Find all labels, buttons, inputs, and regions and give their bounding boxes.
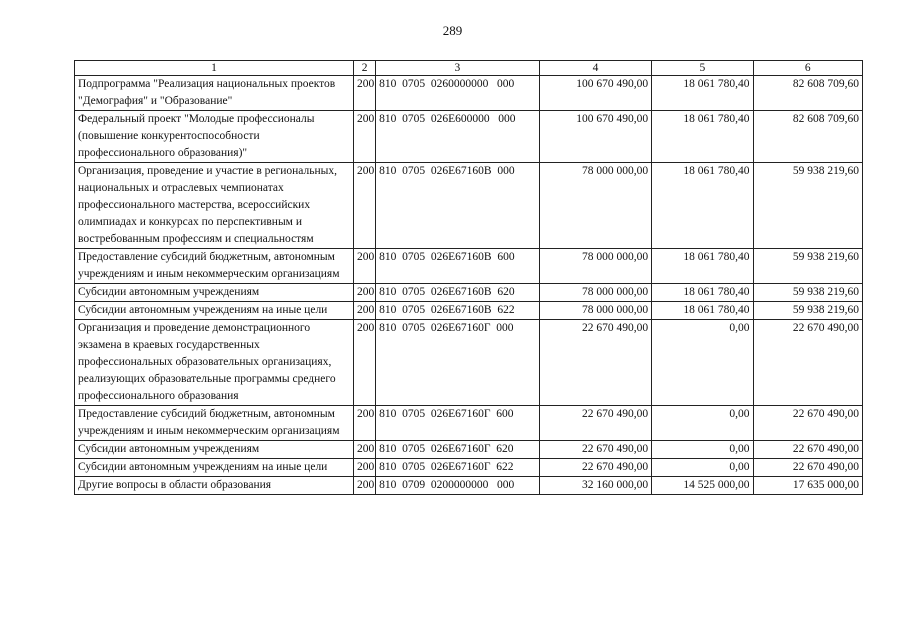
row-amount-col6: 22 670 490,00 [753, 459, 862, 477]
column-header: 5 [652, 61, 753, 76]
row-name: Другие вопросы в области образования [75, 477, 354, 495]
column-header: 4 [539, 61, 651, 76]
row-classification-code: 810 0705 026Е67160Г 620 [376, 441, 540, 459]
row-amount-col4: 78 000 000,00 [539, 302, 651, 320]
row-amount-col6: 22 670 490,00 [753, 320, 862, 406]
row-code-200: 200 [354, 284, 376, 302]
row-amount-col4: 78 000 000,00 [539, 249, 651, 284]
row-classification-code: 810 0705 026Е67160В 000 [376, 163, 540, 249]
row-amount-col6: 59 938 219,60 [753, 163, 862, 249]
row-classification-code: 810 0709 0200000000 000 [376, 477, 540, 495]
table-row [75, 477, 863, 495]
row-amount-col5: 18 061 780,40 [652, 163, 753, 249]
table-row [75, 302, 863, 320]
row-classification-code: 810 0705 0260000000 000 [376, 76, 540, 111]
row-amount-col6: 22 670 490,00 [753, 441, 862, 459]
row-amount-col4: 22 670 490,00 [539, 459, 651, 477]
column-header: 3 [376, 61, 540, 76]
table-row [75, 111, 863, 163]
row-code-200: 200 [354, 111, 376, 163]
row-name: Федеральный проект "Молодые профессионалы (повышение конкурентоспособности профессионального образования)" [75, 111, 354, 163]
row-name: Подпрограмма "Реализация национальных проектов "Демография" и "Образование" [75, 76, 354, 111]
row-amount-col4: 100 670 490,00 [539, 76, 651, 111]
row-classification-code: 810 0705 026Е600000 000 [376, 111, 540, 163]
table-row [75, 163, 863, 249]
row-classification-code: 810 0705 026Е67160В 620 [376, 284, 540, 302]
table-row [75, 284, 863, 302]
row-code-200: 200 [354, 441, 376, 459]
row-name: Организация и проведение демонстрационного экзамена в краевых государственных профессиональных образовательных организациях, реализующих образовательные программы среднего профессионального образования [75, 320, 354, 406]
row-amount-col5: 18 061 780,40 [652, 284, 753, 302]
row-name: Предоставление субсидий бюджетным, автономным учреждениям и иным некоммерческим организациям [75, 406, 354, 441]
row-classification-code: 810 0705 026Е67160Г 622 [376, 459, 540, 477]
table-row [75, 459, 863, 477]
row-code-200: 200 [354, 320, 376, 406]
row-amount-col5: 18 061 780,40 [652, 249, 753, 284]
row-amount-col5: 14 525 000,00 [652, 477, 753, 495]
row-amount-col4: 22 670 490,00 [539, 441, 651, 459]
row-classification-code: 810 0705 026Е67160Г 600 [376, 406, 540, 441]
row-name: Организация, проведение и участие в региональных, национальных и отраслевых чемпионатах профессионального мастерства, всероссийских олимпиадах и конкурсах по перспективным и востребованным профессиям и специальностям [75, 163, 354, 249]
row-classification-code: 810 0705 026Е67160Г 000 [376, 320, 540, 406]
row-code-200: 200 [354, 459, 376, 477]
row-code-200: 200 [354, 477, 376, 495]
column-header: 6 [753, 61, 862, 76]
table-header-row [75, 61, 863, 76]
row-amount-col6: 82 608 709,60 [753, 76, 862, 111]
row-amount-col5: 0,00 [652, 459, 753, 477]
row-classification-code: 810 0705 026Е67160В 622 [376, 302, 540, 320]
row-classification-code: 810 0705 026Е67160В 600 [376, 249, 540, 284]
row-amount-col6: 59 938 219,60 [753, 302, 862, 320]
table-row [75, 320, 863, 406]
table-row [75, 406, 863, 441]
row-amount-col5: 0,00 [652, 441, 753, 459]
row-amount-col4: 32 160 000,00 [539, 477, 651, 495]
row-amount-col6: 59 938 219,60 [753, 284, 862, 302]
table-row [75, 76, 863, 111]
column-header: 1 [75, 61, 354, 76]
row-name: Субсидии автономным учреждениям [75, 441, 354, 459]
column-header: 2 [354, 61, 376, 76]
row-amount-col4: 22 670 490,00 [539, 320, 651, 406]
page-number: 289 [442, 23, 463, 38]
row-code-200: 200 [354, 302, 376, 320]
row-amount-col6: 59 938 219,60 [753, 249, 862, 284]
row-amount-col6: 22 670 490,00 [753, 406, 862, 441]
row-amount-col4: 78 000 000,00 [539, 284, 651, 302]
row-amount-col4: 78 000 000,00 [539, 163, 651, 249]
row-name: Субсидии автономным учреждениям на иные цели [75, 302, 354, 320]
row-name: Субсидии автономным учреждениям [75, 284, 354, 302]
row-code-200: 200 [354, 163, 376, 249]
row-amount-col6: 17 635 000,00 [753, 477, 862, 495]
row-amount-col5: 0,00 [652, 320, 753, 406]
row-amount-col4: 22 670 490,00 [539, 406, 651, 441]
row-code-200: 200 [354, 76, 376, 111]
budget-table [74, 60, 863, 495]
row-code-200: 200 [354, 249, 376, 284]
row-amount-col5: 18 061 780,40 [652, 302, 753, 320]
row-code-200: 200 [354, 406, 376, 441]
table-row [75, 249, 863, 284]
row-amount-col6: 82 608 709,60 [753, 111, 862, 163]
row-name: Предоставление субсидий бюджетным, автономным учреждениям и иным некоммерческим организациям [75, 249, 354, 284]
row-amount-col5: 0,00 [652, 406, 753, 441]
row-amount-col5: 18 061 780,40 [652, 76, 753, 111]
row-amount-col4: 100 670 490,00 [539, 111, 651, 163]
row-amount-col5: 18 061 780,40 [652, 111, 753, 163]
row-name: Субсидии автономным учреждениям на иные цели [75, 459, 354, 477]
table-row [75, 441, 863, 459]
